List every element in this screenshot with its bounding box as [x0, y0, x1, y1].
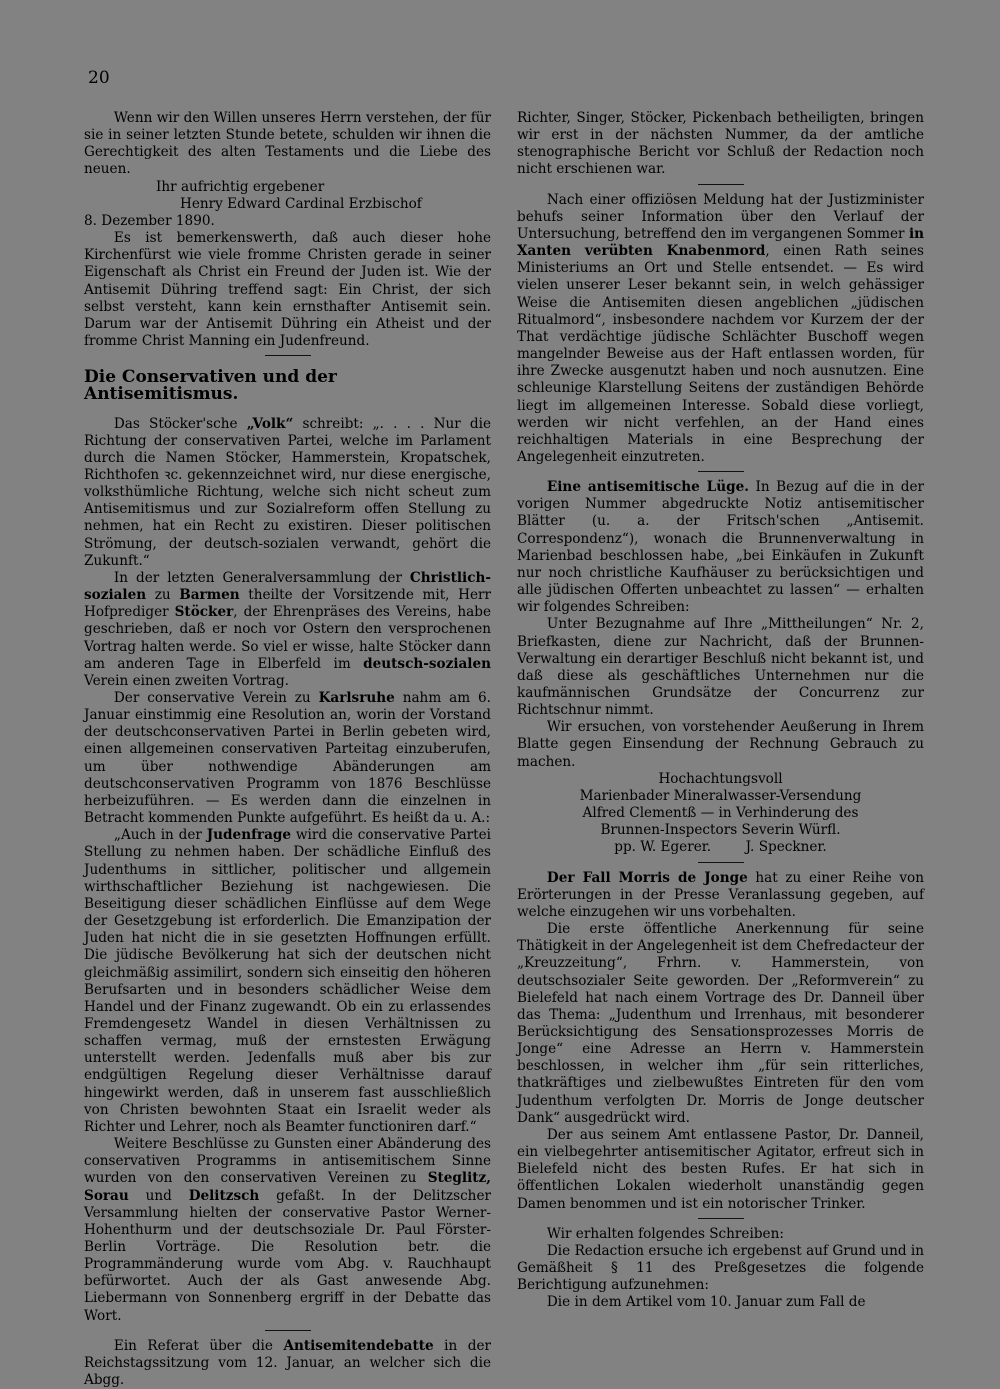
text-run: gefaßt. In der Delitzscher Versammlung hielten der conservative Pastor Werner-Hohenthurm und der deutschsoziale Dr. Paul Förster-Berlin Vorträge. Die Resolution betr. die Programmänderung wurde vom Abg. v. Rauchhaupt befürwortet. Auch der als Gast anwesende Abg. Liebermann von Sonnenberg ergriff in der Debatte das Wort. — [84, 1187, 491, 1324]
luege-paragraph — [517, 479, 924, 616]
letter-closing: Hochachtungsvoll — [658, 770, 783, 787]
karlsruhe-paragraph — [84, 690, 491, 827]
right-column — [517, 110, 924, 1311]
letter-closing-text: Wenn wir den Willen unseres Herrn verstehen, der für sie in seiner letzten Stunde betete, schulden wir ihnen die Gerechtigkeit des alten Testaments und die Liebe des neuen. — [84, 110, 491, 178]
volk-paragraph — [84, 416, 491, 570]
text-run: hat zu einer Reihe von Erörterungen in der Presse Veranlassung gegeben, auf welche einzugehen wir uns vorbehalten. — [517, 869, 924, 920]
morris-paragraph — [517, 870, 924, 921]
section-divider — [265, 355, 311, 356]
text-run: und — [128, 1187, 189, 1204]
text-run: Nach einer offiziösen Meldung hat der Justizminister behufs seiner Information über den Verlauf der Untersuchung, betreffend den im vergangenen Sommer — [517, 191, 924, 242]
text-run: in der Reichstagssitzung vom 12. Januar, an welcher sich die Abgg. — [84, 1337, 491, 1389]
text-run: nahm am 6. Januar einstimmig eine Resolution an, worin der Vorstand der deutschconservativen Partei in Berlin gebeten wird, einen allgemeinen conservativen Parteitag einzuberufen, um über nothwendige Abänderungen am deutschconservativen Programm von 1876 Beschlüsse herbeizuführen. — Es werden dann die einzelnen in Betracht kommenden Punkte aufgeführt. Es heißt da u. A.: — [84, 690, 492, 827]
emphasis: Delitzsch — [188, 1187, 260, 1204]
brunnen-letter-text: Unter Bezugnahme auf Ihre „Mittheilungen“ Nr. 2, Briefkasten, diene zur Nachricht, daß der Brunnen-Verwaltung ein derartiger Beschluß nicht bekannt ist, und daß diese als geschäftliches Unternehmen nur die kaufmännischen Grundsätze der Concurrenz zur Richtschnur nimmt. — [517, 616, 924, 719]
remark-paragraph: Es ist bemerkenswerth, daß auch dieser hohe Kirchenfürst wie viele fromme Christen gerade in seiner Eigenschaft als Christ ein Freund der Juden ist. Wie der Antisemit Dühring treffend sagt: Ein Christ, der sich selbst versteht, kann kein ernsthafter Antisemit sein. Darum war der Antisemit Dühring ein Atheist und der fromme Christ Manning ein Judenfreund. — [84, 230, 491, 350]
section-divider — [698, 862, 744, 863]
text-run: , der Ehrenpräses des Vereins, habe geschrieben, daß er noch vor Ostern den versprochenen Vortrag halten werde. So viel er wisse, halte Stöcker dann am anderen Tage in Elberfeld im — [84, 604, 491, 672]
section-divider — [698, 1218, 744, 1219]
emphasis: Steglitz, Sorau — [84, 1170, 491, 1204]
barmen-paragraph — [84, 570, 491, 690]
emphasis: Barmen — [179, 587, 240, 604]
referat-continuation: Richter, Singer, Stöcker, Pickenbach betheiligten, bringen wir erst in der nächsten Nummer, da der amtliche stenographische Bericht vor Schluß der Redaction noch nicht erschienen war. — [517, 110, 924, 178]
letter-sender: Marienbader Mineralwasser-Versendung — [579, 787, 862, 804]
article-title: Eine antisemitische Lüge. — [546, 479, 749, 496]
text-run: Weitere Beschlüsse zu Gunsten einer Abänderung des conservativen Programms in antisemitischem Sinne wurden von den conservativen Vereinen zu — [84, 1136, 491, 1187]
newspaper-name: „Volk“ — [246, 415, 294, 432]
text-run: theilte der Vorsitzende mit, Herr Hofprediger — [84, 587, 491, 621]
morris-paragraph-3: Der aus seinem Amt entlassene Pastor, Dr. Danneil, ein vielbegehrter antisemitischer Agitator, erfreut sich in Bielefeld nicht des besten Rufes. Er hat sich in öffentlichen Lokalen wiederholt unanständig gegen Damen benommen und ist ein notorischer Trinker. — [517, 1126, 924, 1212]
letter-signature: Henry Edward Cardinal Erzbischof — [180, 195, 422, 212]
letter-salutation: Ihr aufrichtig ergebener — [156, 178, 325, 195]
page-number: 20 — [88, 68, 110, 88]
letter-sender: Alfred Clementß — in Verhinderung des — [582, 805, 859, 822]
referat-paragraph — [84, 1338, 491, 1389]
emphasis: Judenfrage — [206, 827, 292, 844]
letter-date: 8. Dezember 1890. — [84, 212, 215, 229]
article-title: Der Fall Morris de Jonge — [546, 869, 748, 886]
section-divider — [698, 471, 744, 472]
letter-intro: Wir erhalten folgendes Schreiben: — [546, 1225, 784, 1242]
text-run: In der letzten Generalversammlung der — [113, 569, 410, 586]
judenfrage-quote — [84, 827, 491, 1136]
section-heading: Die Conservativen und der Antisemitismus. — [84, 367, 337, 405]
emphasis: deutsch-sozialen — [363, 655, 491, 672]
text-run: „Auch in der — [113, 827, 207, 844]
further-resolutions-paragraph — [84, 1136, 491, 1325]
morris-paragraph-2: Die erste öffentliche Anerkennung für seine Thätigkeit in der Angelegenheit ist dem Chefredacteur der „Kreuzzeitung“, Frhrn. v. Hammerstein, von deutschsozialer Seite geworden. Der „Reformverein“ zu Bielefeld hat nach einem Vortrage des Dr. Danneil über das Thema: „Judenthum und Irrenhaus, mit besonderer Berücksichtigung des Sensationsprozesses Morris de Jonge“ eine Adresse an Herrn v. Hammerstein beschlossen, in welcher ihm „für sein ritterliches, thatkräftiges und zielbewußtes Eintreten für den vom Judenthum verfolgten Dr. Morris de Jonge deutscher Dank“ ausgedrückt wird. — [517, 921, 924, 1126]
correction-text: Die in dem Artikel vom 10. Januar zum Fall de — [546, 1294, 866, 1311]
text-run: Ein Referat über die — [113, 1337, 284, 1354]
text-run: Verein einen zweiten Vortrag. — [84, 672, 289, 689]
emphasis: in Xanten verübten Knabenmord — [517, 225, 924, 260]
emphasis: Christlich-sozialen — [84, 569, 491, 604]
emphasis: Stöcker — [174, 604, 234, 621]
emphasis: Karlsruhe — [318, 690, 395, 706]
section-divider — [698, 184, 744, 185]
brunnen-letter-request: Wir ersuchen, von vorstehender Aeußerung in Ihrem Blatte gegen Einsendung der Rechnung Gebrauch zu machen. — [517, 719, 924, 770]
section-divider — [265, 1330, 311, 1331]
letter-signatories: pp. W. Egerer. J. Speckner. — [614, 839, 827, 856]
left-column — [84, 110, 491, 1389]
correction-request: Die Redaction ersuche ich ergebenst auf Grund und in Gemäßheit § 11 des Preßgesetzes die folgende Berichtigung aufzunehmen: — [517, 1242, 924, 1294]
text-run: , einen Rath seines Ministeriums an Ort und Stelle entsendet. — Es wird vielen unserer Leser bekannt sein, in welch gehässiger Weise die Antisemiten diesen angeblichen „jüdischen Ritualmord“, insbesondere nachdem vor Kurzem der der That verdächtige jüdische Schlächter Buschoff wegen mangelnder Beweise aus der Haft entlassen worden, für ihre Zwecke ausgenutzt haben und noch ausnutzen. Eine schleunige Klarstellung Seitens der zuständigen Behörde liegt im allgemeinen Interesse. Sobald diese vorliegt, werden wir nicht verfehlen, an der Hand eines reichhaltigen Materials in eine Besprechung der Angelegenheit einzutreten. — [517, 243, 924, 465]
emphasis: Antisemitendebatte — [283, 1337, 434, 1354]
text-run: Das Stöcker'sche — [113, 415, 247, 432]
text-run: In Bezug auf die in der vorigen Nummer abgedruckte Notiz antisemitischer Blätter (u. a. der Fritsch'schen „Antisemit. Correspondenz“), wonach die Brunnenverwaltung in Marienbad beschlossen habe, „bei Einkäufen in Zukunft nur noch christliche Kaufhäuser zu berücksichtigen und alle jüdischen Offerten unbeachtet zu lassen“ — erhalten wir folgendes Schreiben: — [517, 479, 924, 616]
xanten-paragraph — [517, 192, 924, 467]
text-run: schreibt: „. . . . Nur die Richtung der conservativen Partei, welche im Parlament durch die Namen Stöcker, Hammerstein, Kropatschek, Richthofen ꝛc. gekennzeichnet wird, nur diese energische, volksthümliche Richtung, welche sich nicht scheut zum Antisemitismus und zur Sozialreform offen Stellung zu nehmen, hat ein Recht zu existiren. Dieser politischen Strömung, der deutsch-sozialen verwandt, gehört die Zukunft.“ — [84, 415, 491, 569]
text-run: zu — [146, 587, 180, 604]
text-run: Der conservative Verein zu — [113, 690, 319, 706]
letter-sender: Brunnen-Inspectors Severin Würfl. — [600, 822, 841, 839]
text-run: wird die conservative Partei Stellung zu nehmen haben. Der schädliche Einfluß des Judenthums in sittlicher, politischer und allgemein wirthschaftlicher Beziehung ist nachgewiesen. Die Beseitigung dieser schädlichen Einflüsse auf dem Wege der Gesetzgebung ist erforderlich. Die Emanzipation der Juden hat nicht die in sie gesetzten Hoffnungen erfüllt. Die jüdische Bevölkerung hat sich der deutschen nicht gleichmäßig assimilirt, sondern sich einseitig den höheren Berufsarten und in besonders schädlicher Weise dem Handel und der Finanz zugewandt. Ob ein zu erlassendes Fremdengesetz Wandel in diesen Verhältnissen zu schaffen vermag, muß der ernstesten Erwägung unterstellt werden. Jedenfalls muß aber bis zur endgültigen Regelung dieser Verhältnisse darauf hingewirkt werden, daß in unserem fast ausschließlich von Christen bewohnten Staat ein Israelit weder als Richter und Lehrer, noch als Beamter functioniren darf.“ — [84, 827, 492, 1135]
